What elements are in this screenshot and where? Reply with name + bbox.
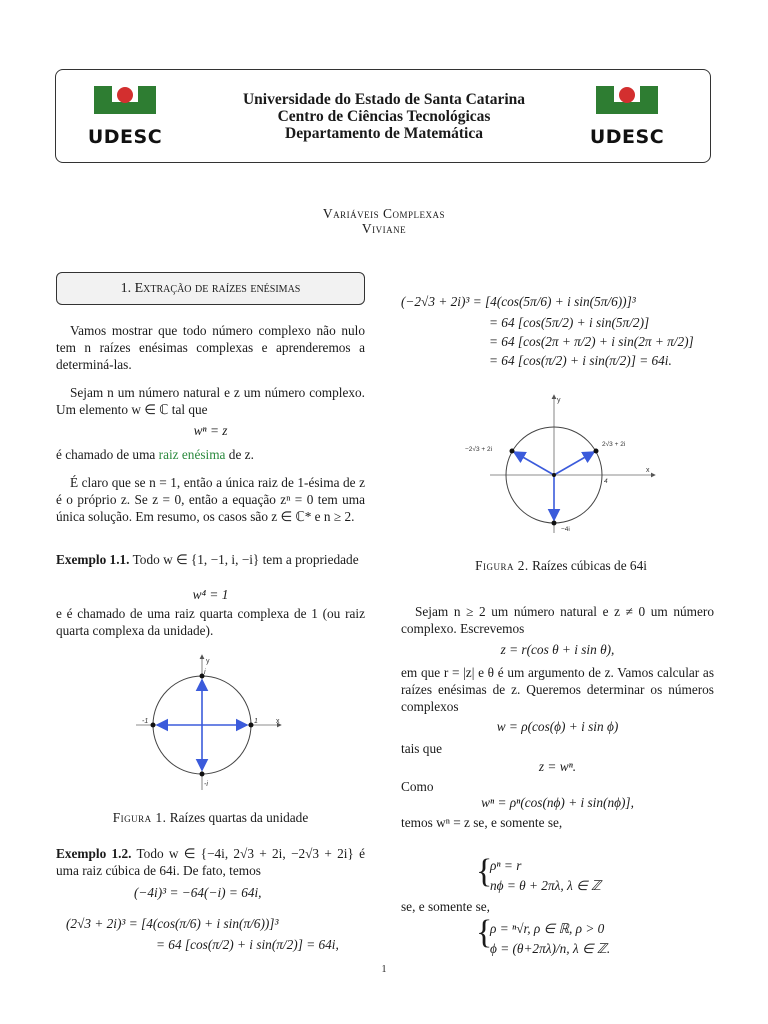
section-heading: 1. Extração de raízes enésimas	[56, 272, 365, 305]
paragraph-intro: Vamos mostrar que todo número complexo não nulo tem n raízes enésimas complexas e aprenderemos a determiná-las.	[56, 323, 365, 372]
caption-text: Raízes cúbicas de 64i	[528, 558, 647, 573]
text: de z.	[225, 447, 254, 462]
equation-polar: z = r(cos θ + i sin θ),	[500, 642, 615, 657]
label-right-root: 2√3 + 2i	[602, 441, 626, 448]
root-arrow-right	[554, 452, 594, 475]
paragraph-setup: Sejam n ≥ 2 um número natural e z ≠ 0 um número complexo. Escrevemos	[401, 604, 714, 636]
figure-fourth-roots	[136, 650, 286, 795]
example-1-2	[56, 845, 365, 879]
x-axis-label: x	[276, 718, 280, 725]
system-1-line-2: nϕ = θ + 2πλ, λ ∈ ℤ	[490, 878, 601, 893]
example-label: Exemplo 1.2.	[56, 846, 132, 861]
text-iff-2: se, e somente se,	[401, 899, 490, 914]
figure-2-caption	[401, 558, 721, 574]
equation-fourth-power: w⁴ = 1	[192, 587, 229, 602]
equation-cube-2b: = 64 [cos(5π/2) + i sin(5π/2)]	[489, 315, 650, 330]
equation-cube-1b: = 64 [cos(π/2) + i sin(π/2)] = 64i,	[156, 937, 339, 952]
figure-cube-roots	[460, 393, 660, 535]
equation-de-moivre: wⁿ = ρⁿ(cos(nϕ) + i sin(nϕ)],	[481, 795, 634, 810]
paragraph-unity: e é chamado de uma raiz quarta complexa de 1 (ou raiz quarta complexa da unidade).	[56, 606, 365, 638]
equation-minus-4i: (−4i)³ = −64(−i) = 64i,	[134, 885, 262, 900]
y-axis-label: y	[206, 658, 210, 665]
example-1-1	[56, 551, 365, 568]
root-point	[594, 449, 599, 454]
university-name: Universidade do Estado de Santa Catarina	[242, 91, 526, 108]
origin-point	[552, 473, 556, 477]
nth-root-link[interactable]: raiz enésima	[158, 447, 226, 462]
brace: {	[476, 853, 493, 890]
equation-cube-2a: (−2√3 + 2i)³ = [4(cos(5π/6) + i sin(5π/6))]³	[401, 294, 636, 309]
logo-wordmark: UDESC	[589, 126, 665, 148]
label-1: 1	[254, 718, 258, 725]
equation-z-wn: z = wⁿ.	[538, 759, 577, 774]
root-point	[151, 723, 156, 728]
caption-label: Figura 1.	[112, 810, 167, 825]
label-radius: 4	[604, 478, 608, 485]
y-axis-label: y	[557, 397, 561, 404]
paragraph-argument: em que r = |z| e θ é um argumento de z. Vamos calcular as raízes enésimas de z. Queremos determinar os números complexos	[401, 665, 714, 714]
author-name: Viviane	[361, 221, 407, 236]
figure-1-caption	[56, 810, 365, 826]
system-2-line-2: ϕ = (θ+2πλ)/n, λ ∈ ℤ.	[490, 941, 611, 956]
text-such-that: tais que	[401, 741, 442, 756]
text: Todo w ∈ {−4i, 2√3 + 2i, −2√3 + 2i} é uma raiz cúbica de 64i. De fato, temos	[56, 846, 365, 878]
equation-w: w = ρ(cos(ϕ) + i sin ϕ)	[496, 719, 619, 734]
root-point	[200, 772, 205, 777]
center-name: Centro de Ciências Tecnológicas	[277, 108, 491, 125]
text: Todo w ∈ {1, −1, i, −i} tem a propriedade	[129, 552, 359, 567]
root-arrow-left	[514, 452, 554, 475]
example-label: Exemplo 1.1.	[56, 552, 130, 567]
label-minus-1: -1	[142, 718, 149, 725]
text-iff: temos wⁿ = z se, e somente se,	[401, 815, 563, 830]
paragraph-definition: Sejam n um número natural e z um número complexo. Um elemento w ∈ ℂ tal que	[56, 385, 365, 417]
course-title: Variáveis Complexas	[322, 206, 446, 221]
system-2-line-1: ρ = ⁿ√r, ρ ∈ ℝ, ρ > 0	[490, 921, 605, 936]
text: é chamado de uma	[56, 447, 159, 462]
label-bottom-root: −4i	[561, 526, 570, 533]
label-minus-i: -i	[204, 781, 208, 788]
equation-cube-1a: (2√3 + 2i)³ = [4(cos(π/6) + i sin(π/6))]³	[66, 916, 279, 931]
label-i: i	[204, 669, 206, 676]
root-point	[249, 723, 254, 728]
caption-label: Figura 2.	[475, 558, 529, 573]
root-point	[510, 449, 515, 454]
equation-root: wⁿ = z	[193, 423, 228, 438]
paragraph-cases: É claro que se n = 1, então a única raiz de 1-ésima de z é o próprio z. Se z = 0, então a equação zⁿ = 0 tem uma única solução. Em resumo, os casos são z ∈ ℂ* e n ≥ 2.	[56, 475, 365, 524]
brace: {	[476, 914, 493, 951]
label-left-root: −2√3 + 2i	[465, 446, 493, 453]
caption-text: Raízes quartas da unidade	[166, 810, 309, 825]
x-axis-label: x	[646, 467, 650, 474]
logo-wordmark: UDESC	[87, 126, 163, 148]
paragraph-nth-root	[56, 446, 365, 463]
department-name: Departamento de Matemática	[285, 125, 483, 142]
text-como: Como	[401, 779, 434, 794]
equation-cube-2c: = 64 [cos(2π + π/2) + i sin(2π + π/2)]	[489, 334, 694, 349]
system-1-line-1: ρⁿ = r	[490, 858, 522, 873]
equation-cube-2d: = 64 [cos(π/2) + i sin(π/2)] = 64i.	[489, 353, 672, 368]
root-point	[552, 521, 557, 526]
page-number: 1	[381, 964, 387, 975]
